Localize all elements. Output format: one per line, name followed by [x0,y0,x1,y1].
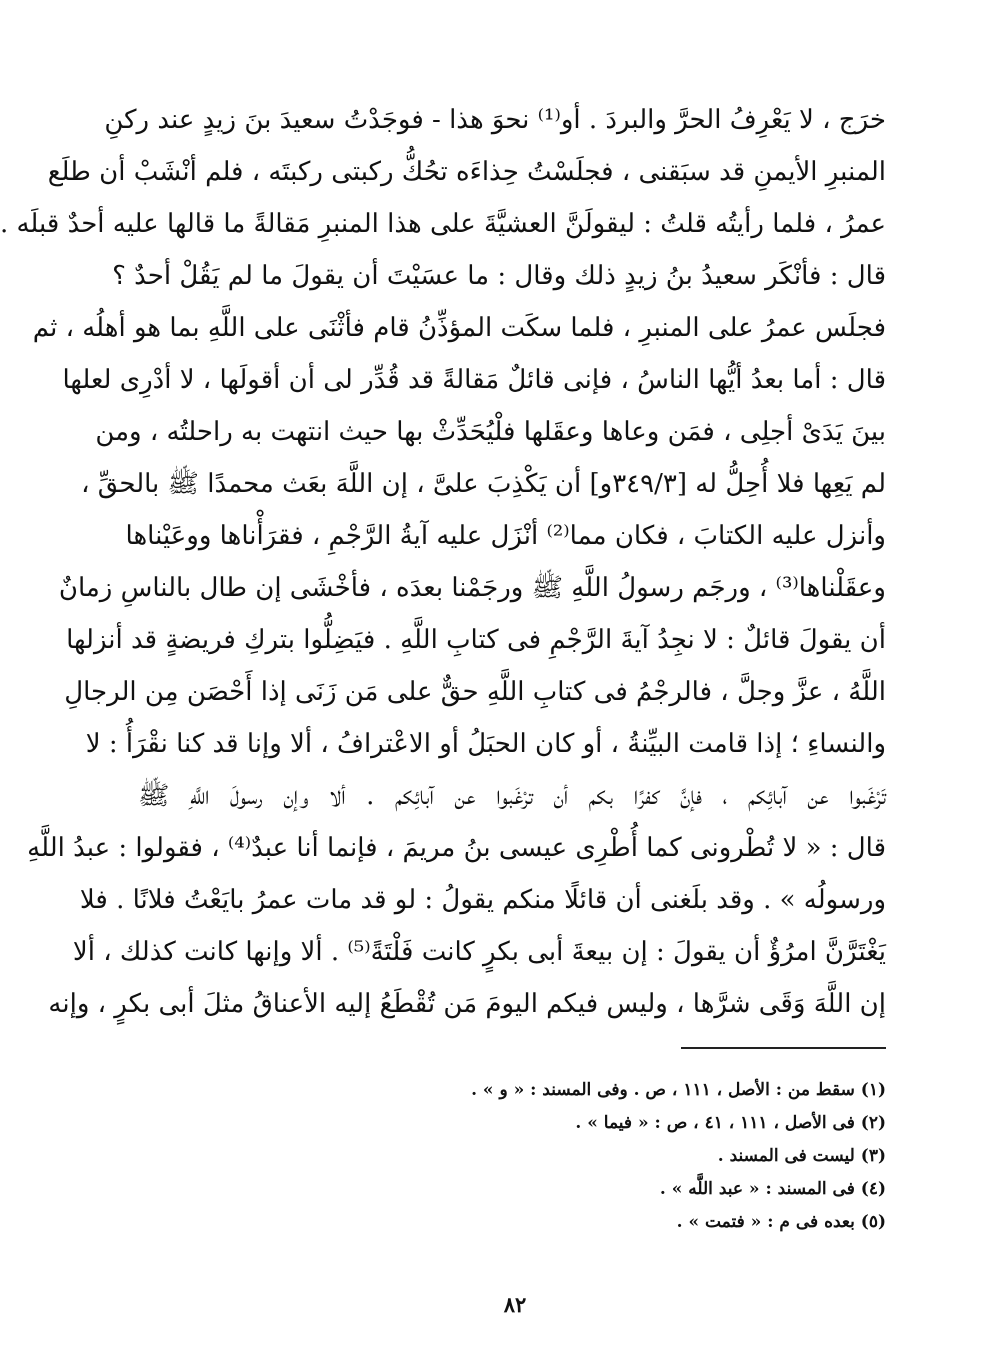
footnotes-block [138,1074,886,1239]
text-line: عمرُ ، فلما رأيتُه قلتُ : ليقولَنَّ العشيَّةَ على هذا المنبرِ مَقالةً ما قالها عليه أحدٌ قبلَه . [0,209,886,239]
text-line: فجلَس عمرُ على المنبرِ ، فلما سكَت المؤذِّنُ قام فأثْنَى على اللَّهِ بما هو أهلُه ، ثم [32,313,886,343]
footnote: (٢) فى الأصل ، ١١١ ، ٤١ ، ص : « فيما » . [575,1113,886,1133]
footnote: (٥) بعده فى م : « فتمت » . [676,1212,886,1232]
page-number: ٨٢ [503,1292,527,1317]
text-line: اللَّهُ ، عزَّ وجلَّ ، فالرجْمُ فى كتابِ اللَّهِ حقٌّ على مَن زَنَى إذا أَحْصَن مِن الرجالِ [64,677,886,707]
main-text-block [0,94,886,1030]
text-line: والنساءِ ؛ إذا قامت البيِّنةُ ، أو كان الحبَلُ أو الاعْترافُ ، ألا وإنا قد كنا نقْرَأُ : لا [85,729,886,759]
text-line: المنبرِ الأيمنِ قد سبَقنى ، فجلَسْتُ حِذاءَه تحُكُّ ركبتى ركبتَه ، فلم أنْشَبْ أن طلَع [47,157,886,187]
text-line: إن اللَّهَ وَقَى شرَّها ، وليس فيكم اليومَ مَن تُقْطَعُ إليه الأعناقُ مثلَ أبى بكرٍ ، وإنه [48,989,886,1019]
text-line: بينَ يَدَىْ أجلِى ، فمَن وعاها وعقَلها فلْيُحَدِّثْ بها حيث انتهت به راحلتُه ، ومن [95,417,886,447]
text-line: ورسولُه » . وقد بلَغنى أن قائلًا منكم يقولُ : لو قد مات عمرُ بايَعْتُ فلانًا . فلا [79,885,886,915]
text-line: قال : « لا تُطْرونى كما أُطْرِى عيسى بنُ مريمَ ، فإنما أنا عبدٌ⁽⁴⁾ ، فقولوا : عبدُ اللَّهِ [27,833,886,863]
text-line: وأنزل عليه الكتابَ ، فكان مما⁽²⁾ أنْزَل عليه آيةُ الرَّجْمِ ، فقرَأْناها ووعَيْناها [125,521,886,551]
footnote: (٣) ليست فى المسند . [717,1146,886,1166]
footnote-separator [681,1047,886,1049]
text-line: يَغْتَرَّنَّ امرُؤٌ أن يقولَ : إن بيعةَ أبى بكرٍ كانت فَلْتَةً⁽⁵⁾ . ألا وإنها كانت كذلك ، ألا [72,937,886,967]
text-line: خرَج ، لا يَعْرِفُ الحرَّ والبردَ . أو⁽¹⁾ نحوَ هذا - فوجَدْتُ سعيدَ بنَ زيدٍ عند ركنِ [104,105,886,135]
text-line: وعقَلْناها⁽³⁾ ، ورجَم رسولُ اللَّهِ ﷺ ورجَمْنا بعدَه ، فأخْشَى إن طال بالناسِ زمانٌ [58,573,886,603]
text-line: قال : فأنْكَر سعيدُ بنُ زيدٍ ذلك وقال : ما عسَيْتَ أن يقولَ ما لم يَقُلْ أحدٌ ؟ [112,261,886,291]
text-line: تَرْغَبوا عن آبائِكم ، فإنَّ كفرًا بكم أن ترْغَبوا عن آبائِكم . ألا وإن رسولَ اللَّهِ ﷺ [138,781,886,811]
text-line: قال : أما بعدُ أيُّها الناسُ ، فإنى قائلٌ مَقالةً قد قُدِّر لى أن أقولَها ، لا أدْرِى لعلها [62,365,886,395]
footnote: (١) سقط من : الأصل ، ١١١ ، ص . وفى المسند : « و » . [471,1080,886,1100]
footnote: (٤) فى المسند : « عبد اللَّه » . [659,1179,886,1199]
text-line: لم يَعِها فلا أُحِلُّ له [٣٤٩/٣و] أن يَكْذِبَ علىَّ ، إن اللَّهَ بعَث محمدًا ﷺ بالحقِّ ، [81,469,886,499]
text-line: أن يقولَ قائلٌ : لا نجِدُ آيةَ الرَّجْمِ فى كتابِ اللَّهِ . فيَضِلُّوا بتركِ فريضةٍ قد أنزلها [66,625,886,655]
